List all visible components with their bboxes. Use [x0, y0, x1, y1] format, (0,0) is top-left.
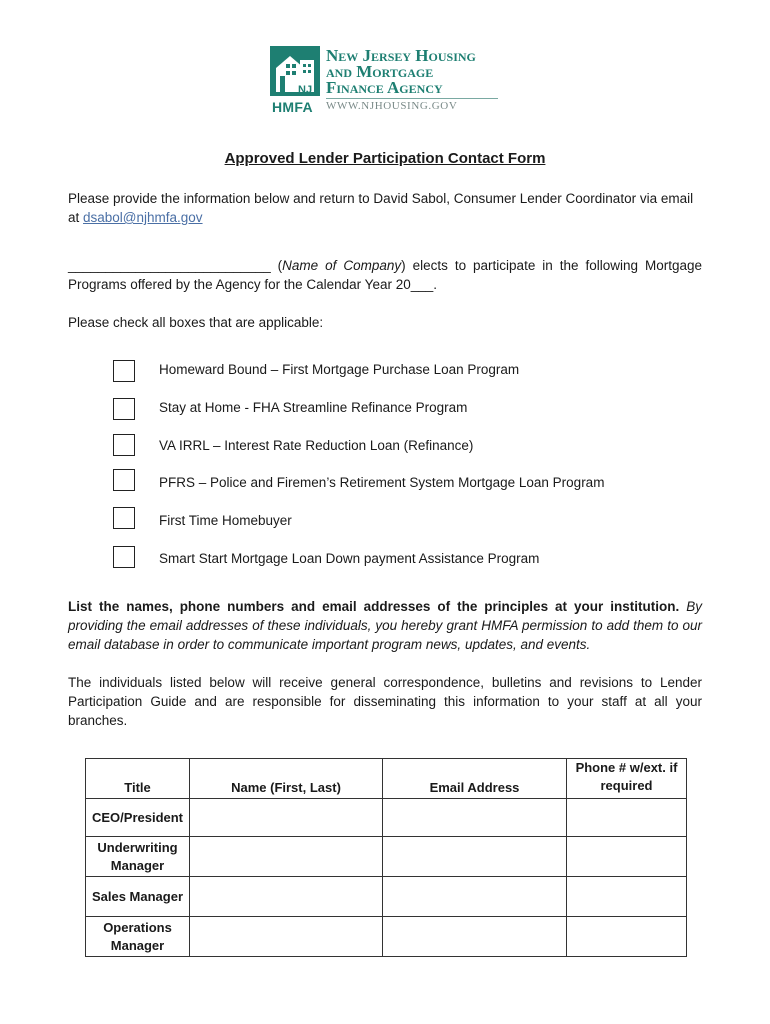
- principals-instruction: [68, 597, 702, 654]
- phone-input-cell[interactable]: [567, 877, 687, 917]
- program-checkbox[interactable]: [113, 507, 135, 529]
- table-row: [86, 799, 687, 837]
- program-checkbox[interactable]: [113, 546, 135, 568]
- program-label: Homeward Bound – First Mortgage Purchase Loan Program: [159, 362, 520, 377]
- agency-logo: [270, 46, 510, 118]
- individuals-note: The individuals listed below will receive general correspondence, bulletins and revisions to Lender Participation Guide and are responsible for disseminating this information to your staff at all your branches.: [68, 675, 702, 728]
- logo-url: WWW.NJHOUSING.GOV: [326, 100, 458, 112]
- contacts-table: [85, 758, 687, 957]
- logo-name-line1: New Jersey Housing: [326, 46, 476, 65]
- phone-input-cell[interactable]: [567, 917, 687, 957]
- column-header-email: Email Address: [383, 759, 567, 799]
- logo-agency-name: [326, 48, 476, 96]
- logo-name-line2: and Mortgage: [326, 62, 434, 81]
- program-label: VA IRRL – Interest Rate Reduction Loan (Refinance): [159, 438, 474, 453]
- intro-paragraph: [68, 189, 702, 227]
- program-label: PFRS – Police and Firemen’s Retirement System Mortgage Loan Program: [159, 475, 605, 490]
- column-header-phone: Phone # w/ext. if required: [567, 759, 687, 799]
- name-input-cell[interactable]: [190, 799, 383, 837]
- name-input-cell[interactable]: [190, 877, 383, 917]
- program-checkbox[interactable]: [113, 434, 135, 456]
- program-label: Smart Start Mortgage Loan Down payment Assistance Program: [159, 551, 540, 566]
- row-title-underwriting: Underwriting Manager: [86, 837, 190, 877]
- email-input-cell[interactable]: [383, 877, 567, 917]
- logo-acronym: HMFA: [272, 99, 313, 115]
- email-input-cell[interactable]: [383, 799, 567, 837]
- check-instruction: Please check all boxes that are applicable:: [68, 315, 324, 330]
- principals-instruction-bold: List the names, phone numbers and email addresses of the principles at your institution.: [68, 599, 680, 614]
- company-election-text: elects to participate in the following Mortgage Programs offered by the Agency for the Calendar Year 20___.: [68, 258, 702, 292]
- program-label: Stay at Home - FHA Streamline Refinance Program: [159, 400, 468, 415]
- email-input-cell[interactable]: [383, 917, 567, 957]
- logo-mark-letters: NJ: [298, 84, 313, 96]
- table-row: [86, 917, 687, 957]
- table-header-row: [86, 759, 687, 799]
- name-input-cell[interactable]: [190, 837, 383, 877]
- email-input-cell[interactable]: [383, 837, 567, 877]
- program-label: First Time Homebuyer: [159, 513, 292, 528]
- name-input-cell[interactable]: [190, 917, 383, 957]
- row-title-sales: Sales Manager: [86, 877, 190, 917]
- phone-input-cell[interactable]: [567, 837, 687, 877]
- logo-name-line3: Finance Agency: [326, 78, 443, 97]
- intro-text: Please provide the information below and return to David Sabol, Consumer Lender Coordinator via email at: [68, 191, 694, 225]
- email-permission-note: By providing the email addresses of these individuals, you hereby grant HMFA permission to add them to our email database in order to communicate important program news, updates, and events.: [68, 599, 702, 652]
- coordinator-email-link[interactable]: dsabol@njhmfa.gov: [83, 210, 203, 225]
- table-row: [86, 837, 687, 877]
- column-header-name: Name (First, Last): [190, 759, 383, 799]
- program-checkbox[interactable]: [113, 360, 135, 382]
- column-header-title: Title: [86, 759, 190, 799]
- company-name-blank[interactable]: ___________________________: [68, 258, 271, 273]
- company-election-paragraph: ___________________________ (Name of Company) elects to participate in the following Mortgage Programs offered by the Agency for the Calendar Year 20___.: [68, 258, 702, 292]
- house-logo-icon: [270, 46, 320, 96]
- program-checkbox[interactable]: [113, 469, 135, 491]
- row-title-operations: Operations Manager: [86, 917, 190, 957]
- program-checkbox[interactable]: [113, 398, 135, 420]
- logo-divider: [326, 98, 498, 99]
- phone-input-cell[interactable]: [567, 799, 687, 837]
- company-name-label: Name of Company: [282, 258, 402, 273]
- row-title-ceo: CEO/President: [86, 799, 190, 837]
- table-row: [86, 877, 687, 917]
- page-title: Approved Lender Participation Contact Form: [224, 150, 546, 167]
